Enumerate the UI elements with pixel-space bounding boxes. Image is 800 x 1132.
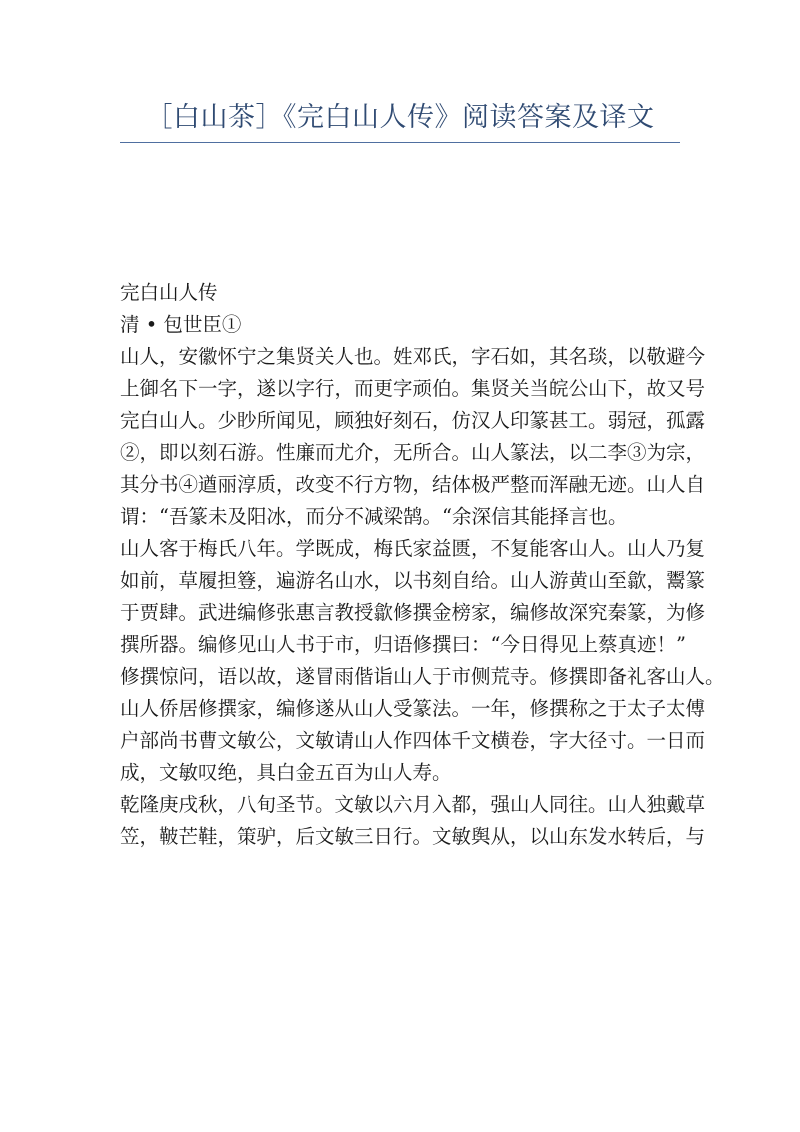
page-title: ［白山茶］《完白山人传》阅读答案及译文 (145, 102, 655, 133)
author-line: 清 • 包世臣① (120, 313, 242, 336)
paragraph-line: 山人，安徽怀宁之集贤关人也。姓邓氏，字石如，其名琰，以敬避今 (120, 345, 706, 368)
paragraph-2 (120, 533, 725, 789)
paragraph-1 (120, 341, 706, 533)
paragraph-line: 于贾肆。武进编修张惠言教授歙修撰金榜家，编修故深究秦篆，为修 (120, 601, 706, 624)
paragraph-line: 如前，草履担簦，遍游名山水，以书刻自给。山人游黄山至歙，鬻篆 (120, 569, 706, 592)
paragraph-line: 笠，鞁芒鞋，策驴，后文敏三日行。文敏舆从，以山东发水转后，与 (120, 825, 706, 848)
paragraph-line: 撰所器。编修见山人书于市，归语修撰曰：“今日得见上蔡真迹！” (120, 633, 686, 656)
paragraph-line: 谓：“吾篆未及阳冰，而分不减梁鹄。“余深信其能择言也。 (120, 505, 628, 528)
title-divider (120, 142, 680, 143)
paragraph-line: 成，文敏叹绝，具白金五百为山人寿。 (120, 761, 452, 784)
paragraph-line: 完白山人。少眇所闻见，顾独好刻石，仿汉人印篆甚工。弱冠，孤露 (120, 409, 706, 432)
paragraph-line: 户部尚书曹文敏公，文敏请山人作四体千文横卷，字大径寸。一日而 (120, 729, 706, 752)
document-body (120, 277, 725, 853)
paragraph-line: 山人侨居修撰家，编修遂从山人受篆法。一年，修撰称之于太子太傅 (120, 697, 706, 720)
paragraph-3 (120, 789, 706, 853)
paragraph-line: 其分书④遒丽淳质，改变不行方物，结体极严整而浑融无迹。山人自 (120, 473, 706, 496)
paragraph-line: ②，即以刻石游。性廉而尤介，无所合。山人篆法，以二李③为宗， (120, 441, 706, 464)
paragraph-line: 山人客于梅氏八年。学既成，梅氏家益匮，不复能客山人。山人乃复 (120, 537, 706, 560)
paragraph-line: 乾隆庚戌秋，八旬圣节。文敏以六月入都，强山人同往。山人独戴草 (120, 793, 706, 816)
section-heading: 完白山人传 (120, 281, 218, 304)
paragraph-line: 修撰惊问，语以故，遂冒雨偕诣山人于市侧荒寺。修撰即备礼客山人。 (120, 665, 725, 688)
paragraph-line: 上御名下一字，遂以字行，而更字顽伯。集贤关当皖公山下，故又号 (120, 377, 706, 400)
